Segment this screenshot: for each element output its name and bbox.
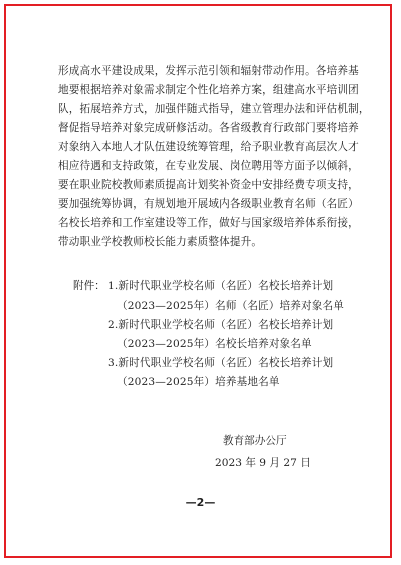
attachment-item-continued: （2023—2025年）名师（名匠）培养对象名单 [117, 300, 345, 312]
body-text-line: 要加强统筹协调，有规划地开展域内各级职业教育名师（名匠） [58, 198, 359, 210]
body-text-line: 相应待遇和支持政策，在专业发展、岗位聘用等方面予以倾斜， [58, 160, 359, 172]
body-text-line: 队，拓展培养方式，加强伴随式指导，建立管理办法和评估机制， [58, 103, 370, 115]
body-text-line: 对象纳入本地人才队伍建设统筹管理，给予职业教育高层次人才 [58, 141, 359, 153]
attachment-item: 3.新时代职业学校名师（名匠）名校长培养计划 [108, 357, 334, 369]
body-text-line: 要在职业院校教师素质提高计划奖补资金中安排经费专项支持， [58, 179, 359, 191]
attachments-label: 附件： [73, 280, 105, 292]
issuer-name: 教育部办公厅 [223, 435, 287, 447]
body-text-line: 名校长培养和工作室建设等工作，做好与国家级培养体系衔接， [58, 217, 359, 229]
body-text-line: 地要根据培养对象需求制定个性化培养方案，组建高水平培训团 [58, 84, 359, 96]
body-text-line: 带动职业学校教师校长能力素质整体提升。 [58, 236, 263, 248]
attachment-item-continued: （2023—2025年）名校长培养对象名单 [117, 338, 312, 350]
body-text-line: 督促指导培养对象完成研修活动。各省级教育行政部门要将培养 [58, 122, 359, 134]
page-number: —2— [185, 496, 216, 509]
attachment-item: 1.新时代职业学校名师（名匠）名校长培养计划 [108, 280, 334, 292]
body-text-line: 形成高水平建设成果，发挥示范引领和辐射带动作用。各培养基 [58, 65, 359, 77]
attachment-item: 2.新时代职业学校名师（名匠）名校长培养计划 [108, 319, 334, 331]
attachment-item-continued: （2023—2025年）培养基地名单 [117, 376, 280, 388]
issue-date: 2023 年 9 月 27 日 [215, 457, 311, 469]
